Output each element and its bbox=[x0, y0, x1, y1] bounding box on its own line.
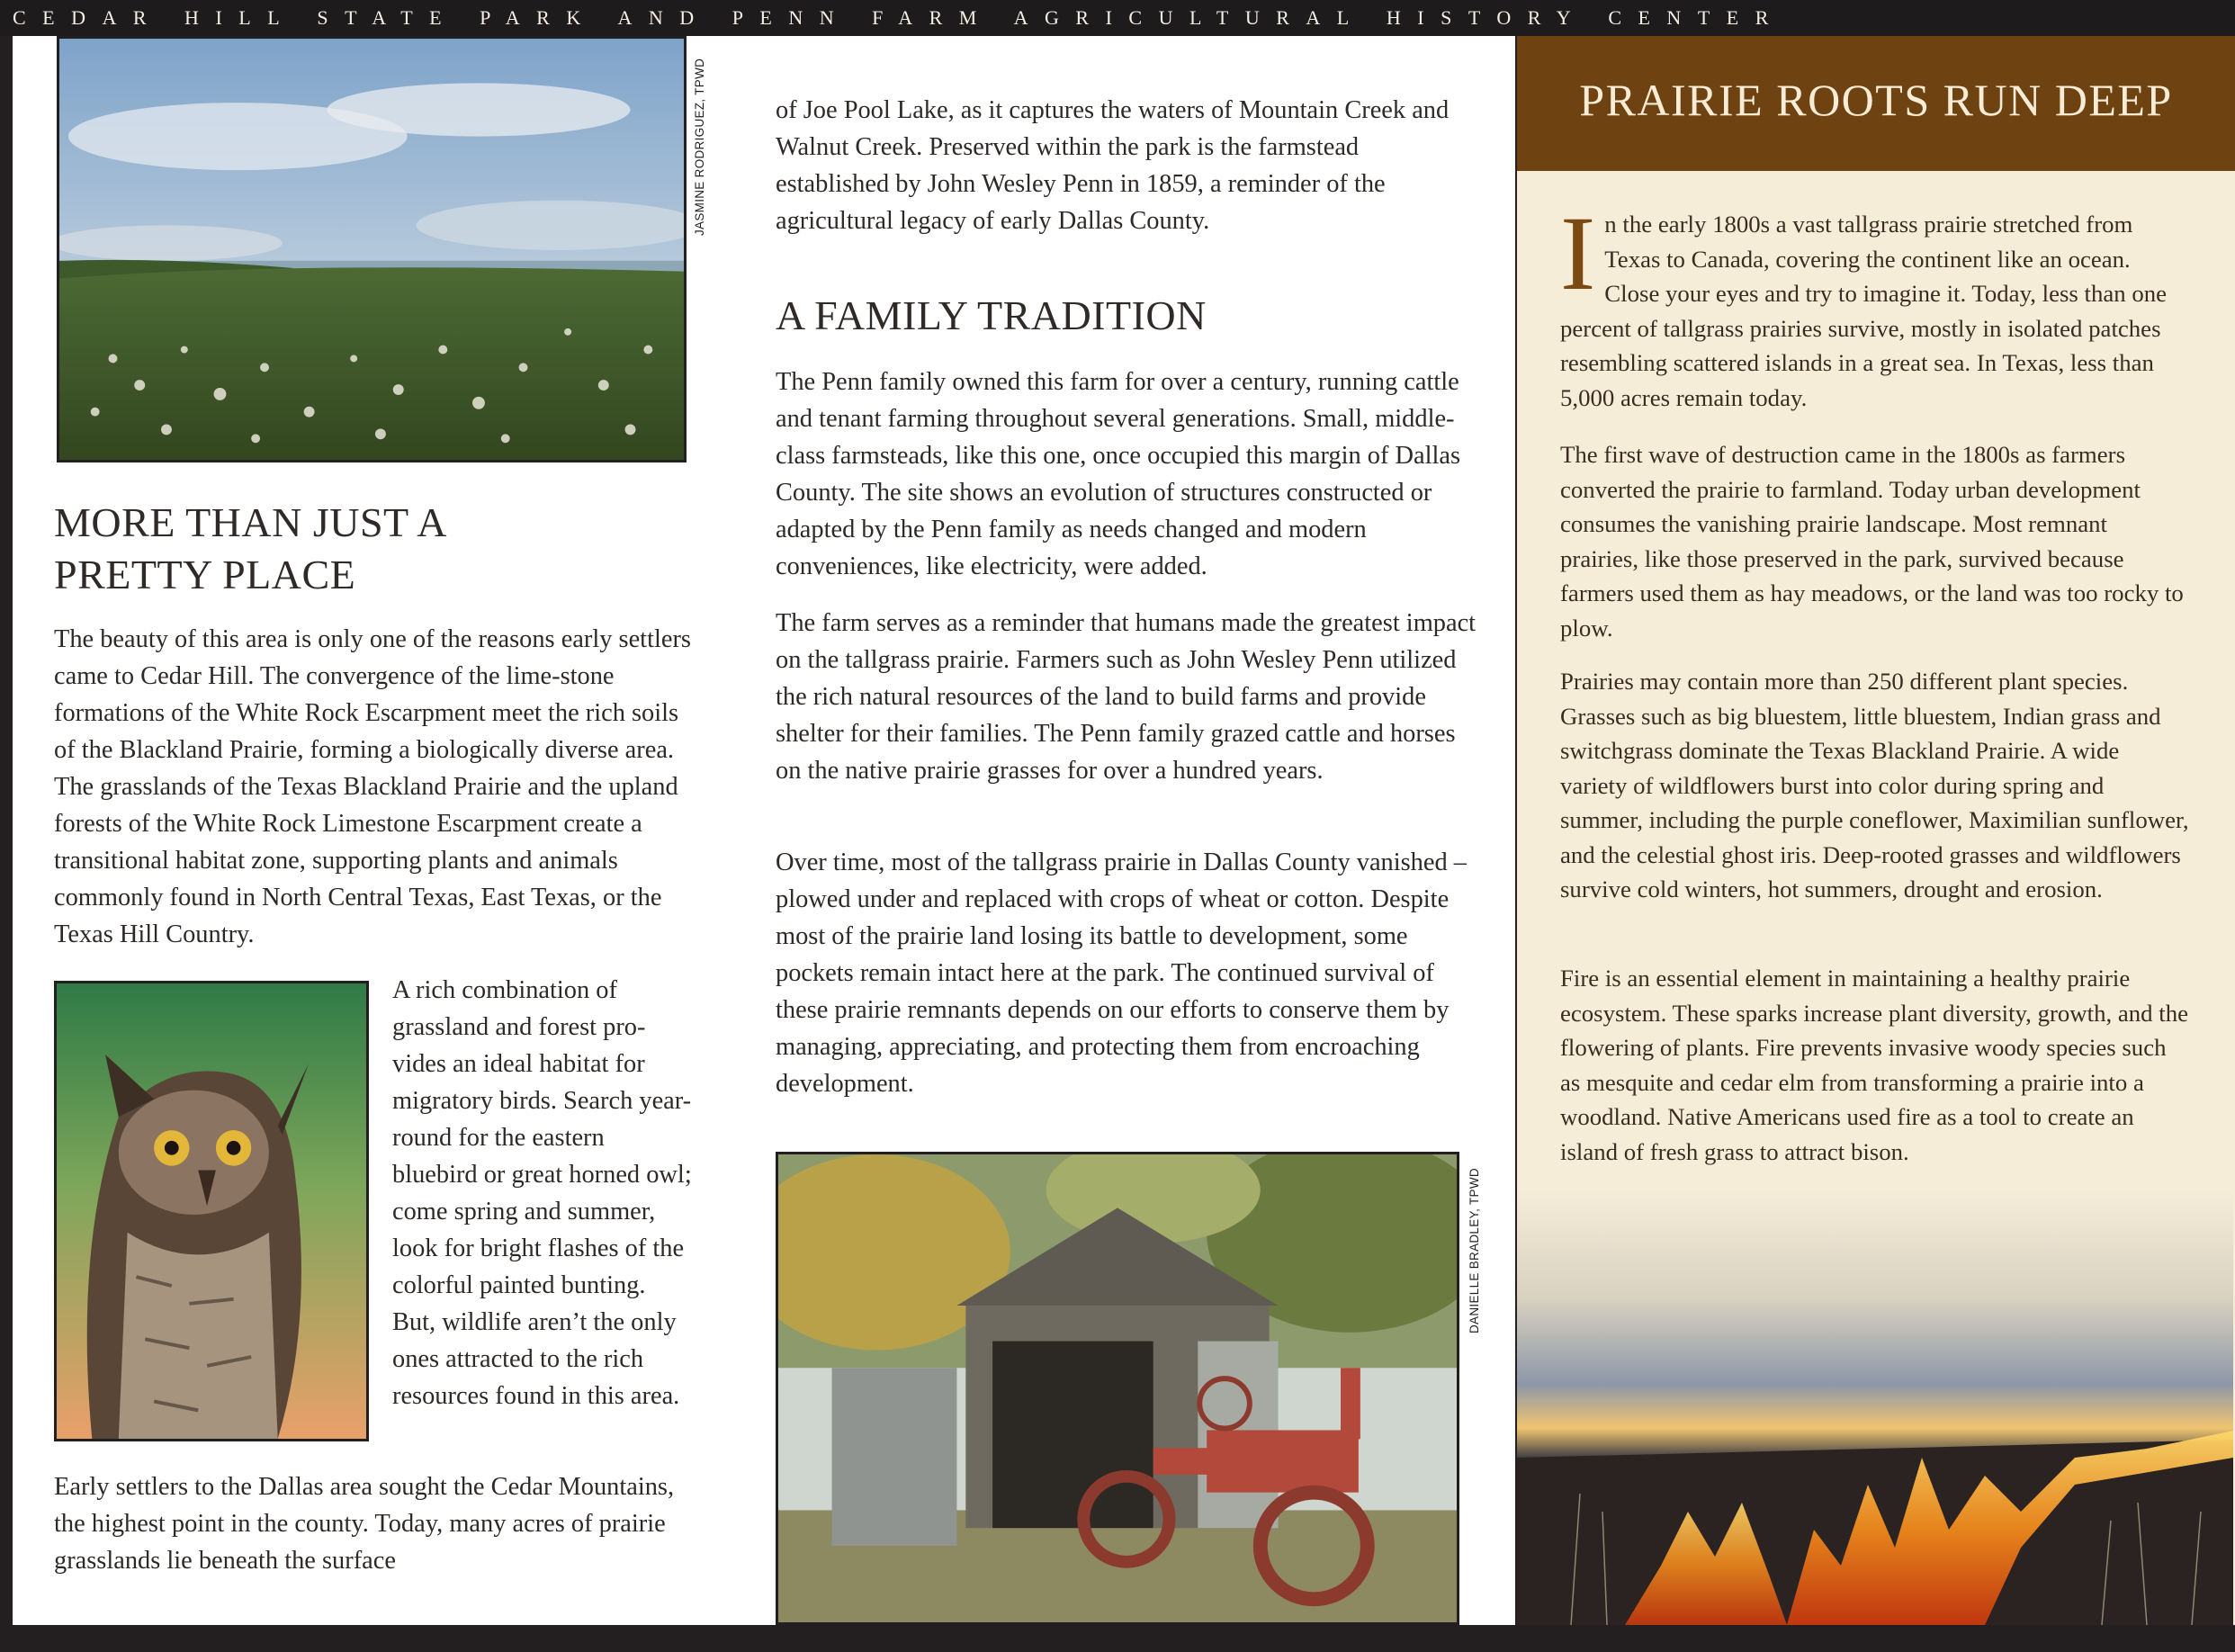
sidebar-paragraph-fire: Fire is an essential element in maintaining a healthy prairie ecosystem. These sparks increase plant diversity, growth, and the flowering of plants. Fire prevents invasive woody species such as mesquite and cedar elm from transforming a prairie into a woodland. Native Americans used fire as a tool to create an island of fresh grass to attract bison. bbox=[1560, 965, 2189, 1165]
prairie-fire-photo bbox=[1517, 1188, 2233, 1625]
prairie-lake-photo bbox=[57, 36, 687, 462]
paragraph-farm-reminder: The farm serves as a reminder that humans made the greatest impact on the tallgrass prairie. Farmers such as John Wesley Penn utilized the rich natural resources of the land to build farms and provide shelter for their families. The Penn family grazed cattle and horses on the native prairie grasses for over a hundred years. bbox=[776, 609, 1477, 785]
sidebar-paragraph-tallgrass-text: n the early 1800s a vast tallgrass prairie stretched from Texas to Canada, covering the continent like an ocean. Close your eyes and try to imagine it. Today, less than one percent of tallgrass prairies survive, mostly in isolated patches resembling scattered islands in a great sea. In Texas, less than 5,000 acres remain today. bbox=[1560, 211, 2168, 411]
great-horned-owl-photo bbox=[54, 981, 369, 1441]
paragraph-joe-pool-lake: of Joe Pool Lake, as it captures the waters of Mountain Creek and Walnut Creek. Preserved within the park is the farmstead established by John Wesley Penn in 1859, a reminder of the agricultural legacy of early Dallas County. bbox=[776, 96, 1450, 235]
bottom-border bbox=[0, 1625, 2235, 1652]
paragraph-early-settlers: Early settlers to the Dallas area sought the Cedar Mountains, the highest point in the county. Today, many acres of prairie grasslands lie beneath the surface bbox=[54, 1473, 675, 1575]
heading-family-tradition: A FAMILY TRADITION bbox=[776, 292, 1207, 338]
sidebar-paragraph-destruction: The first wave of destruction came in the 1800s as farmers converted the prairie to farmland. Today urban development consumes the vanishing prairie landscape. Most remnant prairies, like those preserved in the park, survived because farmers used them as hay meadows, or the land was too rocky to plow. bbox=[1560, 441, 2184, 642]
paragraph-beauty: The beauty of this area is only one of the reasons early settlers came to Cedar Hill. The convergence of the lime-stone formations of the White Rock Escarpment meet the rich soils of the Blackland Prairie, forming a biologically diverse area. The grasslands of the Texas Blackland Prairie and the upland forests of the White Rock Limestone Escarpment create a transitional habitat zone, supporting plants and animals commonly found in North Central Texas, East Texas, or the Texas Hill Country. bbox=[54, 625, 691, 948]
barn-tractor-photo bbox=[776, 1152, 1459, 1625]
heading-pretty-place: MORE THAN JUST A PRETTY PLACE bbox=[54, 499, 445, 597]
paragraph-over-time: Over time, most of the tallgrass prairie in Dallas County vanished – plowed under and replaced with crops of wheat or cotton. Despite most of the prairie land losing its battle to development, some pockets remain intact here at the park. The continued survival of these prairie remnants depends on our efforts to conserve them by managing, appreciating, and protecting them from encroaching development. bbox=[776, 848, 1467, 1098]
drop-cap-letter: I bbox=[1560, 194, 1596, 312]
sidebar-paragraph-plant-species: Prairies may contain more than 250 different plant species. Grasses such as big bluestem, little bluestem, Indian grass and switchgrass dominate the Texas Blackland Prairie. A wide variety of wildflowers burst into color during spring and summer, including the purple coneflower, Maximilian sunflower, and the celestial ghost iris. Deep-rooted grasses and wildflowers survive cold winters, hot summers, drought and erosion. bbox=[1560, 668, 2189, 902]
sidebar-title: PRAIRIE ROOTS RUN DEEP bbox=[1579, 75, 2173, 125]
photo-credit-barn: DANIELLE BRADLEY, TPWD bbox=[1468, 1168, 1481, 1333]
paragraph-penn-family: The Penn family owned this farm for over a century, running cattle and tenant farming throughout several generations. Small, middle-class farmsteads, like this one, once occupied this margin of Dallas County. The site shows an evolution of structures constructed or adapted by the Penn family as needs changed and modern conveniences, like electricity, were added. bbox=[776, 368, 1461, 580]
sidebar-paragraph-tallgrass bbox=[1560, 194, 2190, 415]
paragraph-habitat: A rich combination of grassland and forest pro-vides an ideal habitat for migratory birds. Search year-round for the eastern bluebird or great horned owl; come spring and summer, look for bright flashes of the colorful painted bunting. But, wildlife aren’t the only ones attracted to the rich resources found in this area. bbox=[392, 976, 692, 1410]
photo-credit-landscape: JASMINE RODRIGUEZ, TPWD bbox=[693, 58, 706, 236]
publication-banner: CEDAR HILL STATE PARK AND PENN FARM AGRICULTURAL HISTORY CENTER bbox=[0, 0, 2235, 36]
